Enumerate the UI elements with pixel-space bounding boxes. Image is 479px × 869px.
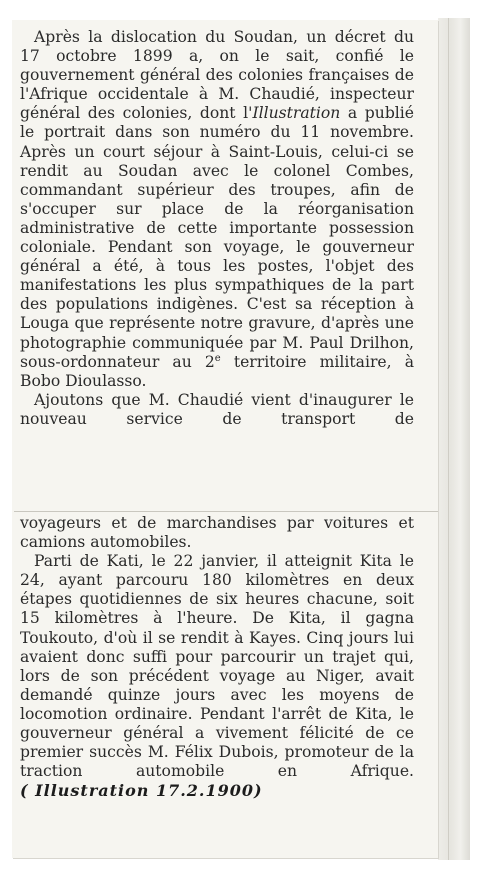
ordinal-superscript: e [214, 352, 221, 364]
handwritten-note: ( Illustration 17.2.1900) [20, 781, 263, 801]
clipping-seam [14, 511, 438, 512]
paragraph-ajoutons: Ajoutons que M. Chaudié vient d'inaugurer le nouveau service de transport de [20, 390, 414, 428]
edge-shadow-line [448, 18, 449, 860]
scanner-edge [438, 18, 470, 860]
paragraph-text-start: Après la dislocation du Soudan, un décret du 17 octobre 1899 a, on le sait, confié le gouvernement général des colonies françaises de l'Afrique occidentale à M. Chaudié, inspecteur général des colonies, dont l' [20, 28, 414, 123]
paragraph-dislocation [20, 28, 414, 391]
paragraph-kati-text: Parti de Kati, le 22 janvier, il atteignit Kita le 24, ayant parcouru 180 kilomètres en deux étapes quotidiennes de six heures chacune, soit 15 kilomètres à l'heure. De Kita, il gagna Toukouto, d'où il se rendit à Kayes. Cinq jours lui avaient donc suffi pour parcourir un trajet qui, lors de son précédent voyage au Niger, avait demandé quinze jours avec les moyens de locomotion ordinaire. Pendant l'arrêt de Kita, le gouverneur général a vivement félicité de ce premier succès M. Félix Dubois, promoteur de la traction automobile en Afrique. [20, 552, 414, 781]
journal-title-italic: Illustration [252, 104, 341, 123]
clipping-bottom-part [20, 514, 414, 801]
paragraph-text-end: territoire militaire, à Bobo Dioulasso. [20, 352, 414, 390]
paragraph-kati [20, 552, 414, 801]
paragraph-text-middle: a publié le portrait dans son numéro du 11 novembre. Après un court séjour à Saint-Louis, celui-ci se rendit au Soudan avec le colonel Combes, commandant supérieur des troupes, afin de s'occuper sur place de la réorganisation administrative de cette importante possession coloniale. Pendant son voyage, le gouverneur général a été, à tous les postes, l'objet des manifestations les plus sympathiques de la part des populations indigènes. C'est sa réception à Louga que représente notre gravure, d'après une photographie communiquée par M. Paul Drilhon, sous-ordonnateur au 2 [20, 104, 414, 371]
clipping-top-part [20, 28, 414, 429]
paragraph-continuation: voyageurs et de marchandises par voitures et camions automobiles. [20, 514, 414, 552]
